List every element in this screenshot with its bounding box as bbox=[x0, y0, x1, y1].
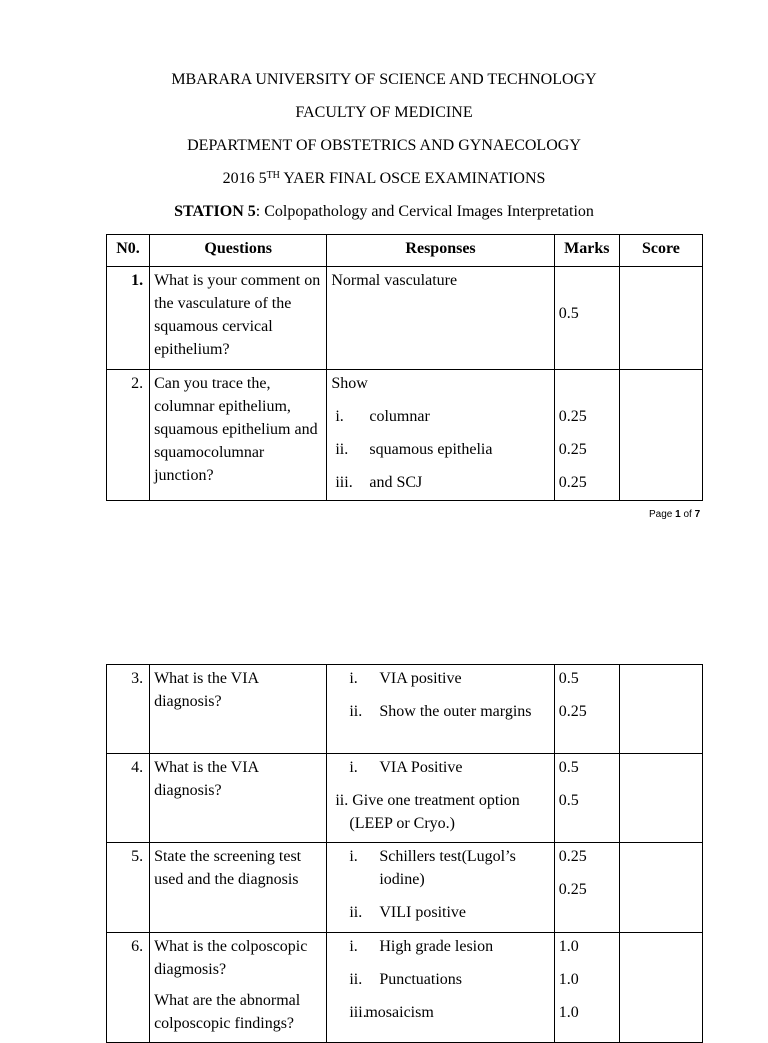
item-numeral: i. bbox=[349, 759, 358, 776]
question-cell: State the screening test used and the diagnosis bbox=[150, 843, 327, 933]
response-cell bbox=[327, 754, 554, 843]
mark-value: 0.25 bbox=[558, 408, 587, 425]
response-cell bbox=[327, 933, 554, 1043]
response-cell: Normal vasculature bbox=[327, 267, 554, 370]
item-numeral: iii. bbox=[349, 1004, 367, 1021]
question-text: What are the abnormal colposcopic findings? bbox=[154, 992, 301, 1032]
response-item bbox=[331, 667, 549, 690]
response-intro: Show bbox=[331, 375, 368, 392]
question-cell: What is the VIA diagnosis? bbox=[150, 665, 327, 754]
header-no: N0. bbox=[107, 235, 150, 267]
mark-value: 0.25 bbox=[558, 474, 587, 491]
faculty-name: FACULTY OF MEDICINE bbox=[295, 104, 473, 121]
header-questions: Questions bbox=[150, 235, 327, 267]
mark-value: 1.0 bbox=[558, 938, 579, 955]
station-title bbox=[0, 202, 768, 222]
row-number: 4. bbox=[107, 754, 150, 843]
page-of: of bbox=[680, 509, 695, 520]
response-item bbox=[331, 845, 549, 891]
response-item bbox=[331, 968, 549, 991]
item-text: VILI positive bbox=[379, 904, 467, 921]
row-number: 6. bbox=[107, 933, 150, 1043]
mark-value: 0.5 bbox=[558, 759, 579, 776]
mark-value: 0.25 bbox=[558, 441, 587, 458]
marks-cell bbox=[554, 843, 619, 933]
response-item bbox=[331, 438, 549, 461]
mark-value: 0.25 bbox=[558, 881, 587, 898]
mark-value: 1.0 bbox=[558, 971, 579, 988]
marks-cell bbox=[554, 754, 619, 843]
item-numeral: ii. bbox=[349, 703, 363, 720]
item-numeral: iii. bbox=[335, 474, 353, 491]
question-cell: What is the VIA diagnosis? bbox=[150, 754, 327, 843]
score-cell bbox=[619, 370, 702, 501]
table-row bbox=[107, 267, 703, 370]
station-subject: : Colpopathology and Cervical Images Interpretation bbox=[255, 203, 594, 220]
item-numeral: ii. bbox=[349, 971, 363, 988]
mark-value: 0.5 bbox=[558, 792, 579, 809]
header-responses: Responses bbox=[327, 235, 554, 267]
item-text: columnar bbox=[369, 408, 430, 425]
response-item bbox=[331, 405, 549, 428]
item-text: Punctuations bbox=[379, 971, 463, 988]
station-label: STATION 5 bbox=[174, 203, 256, 220]
exam-year: 2016 5 bbox=[222, 170, 267, 187]
mark-value: 0.5 bbox=[558, 305, 579, 322]
item-numeral: ii. bbox=[349, 904, 363, 921]
exam-superscript: TH bbox=[266, 170, 280, 181]
department-name: DEPARTMENT OF OBSTETRICS AND GYNAECOLOGY bbox=[187, 137, 581, 154]
score-cell bbox=[619, 843, 702, 933]
question-text: What is the colposcopic diagmosis? bbox=[154, 938, 308, 978]
header-score: Score bbox=[619, 235, 702, 267]
item-text: ii. Give one treatment option (LEEP or Cryo.) bbox=[335, 792, 520, 832]
table-row bbox=[107, 754, 703, 843]
response-item bbox=[331, 1001, 549, 1024]
item-text: and SCJ bbox=[369, 474, 423, 491]
item-text: squamous epithelia bbox=[369, 441, 493, 458]
page-prefix: Page bbox=[649, 509, 676, 520]
response-cell bbox=[327, 370, 554, 501]
table-header-row bbox=[107, 235, 703, 267]
exam-title bbox=[0, 169, 768, 189]
marks-cell bbox=[554, 665, 619, 754]
marks-cell bbox=[554, 933, 619, 1043]
response-cell bbox=[327, 665, 554, 754]
item-text: High grade lesion bbox=[379, 938, 494, 955]
table-row bbox=[107, 370, 703, 501]
row-number: 3. bbox=[107, 665, 150, 754]
item-numeral: i. bbox=[349, 670, 358, 687]
item-numeral: ii. bbox=[335, 441, 349, 458]
item-numeral: i. bbox=[349, 938, 358, 955]
score-cell bbox=[619, 754, 702, 843]
row-number: 2. bbox=[107, 370, 150, 501]
row-number: 1. bbox=[107, 267, 150, 370]
mark-value: 0.25 bbox=[558, 848, 587, 865]
response-cell bbox=[327, 843, 554, 933]
response-item bbox=[331, 471, 549, 494]
item-text: mosaicism bbox=[365, 1004, 434, 1021]
score-cell bbox=[619, 267, 702, 370]
results-table-page2 bbox=[106, 664, 703, 1043]
results-table-page1 bbox=[106, 234, 703, 501]
row-number: 5. bbox=[107, 843, 150, 933]
response-item bbox=[331, 700, 549, 723]
table-row bbox=[107, 665, 703, 754]
item-text: VIA positive bbox=[379, 670, 462, 687]
question-cell: Can you trace the, columnar epithelium, squamous epithelium and squamocolumnar junction? bbox=[150, 370, 327, 501]
item-text: Schillers test(Lugol’s iodine) bbox=[379, 848, 516, 888]
response-item bbox=[331, 935, 549, 958]
item-numeral: i. bbox=[335, 408, 344, 425]
university-name: MBARARA UNIVERSITY OF SCIENCE AND TECHNOLOGY bbox=[171, 71, 597, 88]
score-cell bbox=[619, 665, 702, 754]
page-current: 1 bbox=[675, 509, 681, 520]
question-cell bbox=[150, 933, 327, 1043]
score-cell bbox=[619, 933, 702, 1043]
table-row bbox=[107, 843, 703, 933]
question-cell: What is your comment on the vasculature of the squamous cervical epithelium? bbox=[150, 267, 327, 370]
exam-name: YAER FINAL OSCE EXAMINATIONS bbox=[279, 170, 546, 187]
mark-value: 0.25 bbox=[558, 703, 587, 720]
marks-cell bbox=[554, 370, 619, 501]
table-row bbox=[107, 933, 703, 1043]
mark-value: 0.5 bbox=[558, 670, 579, 687]
response-item bbox=[331, 789, 549, 835]
item-text: VIA Positive bbox=[379, 759, 463, 776]
item-numeral: i. bbox=[349, 848, 358, 865]
header-marks: Marks bbox=[554, 235, 619, 267]
response-item bbox=[331, 756, 549, 779]
page-total: 7 bbox=[694, 509, 701, 520]
mark-value: 1.0 bbox=[558, 1004, 579, 1021]
item-text: Show the outer margins bbox=[379, 703, 532, 720]
response-item bbox=[331, 901, 549, 924]
page-number bbox=[649, 509, 700, 520]
marks-cell bbox=[554, 267, 619, 370]
